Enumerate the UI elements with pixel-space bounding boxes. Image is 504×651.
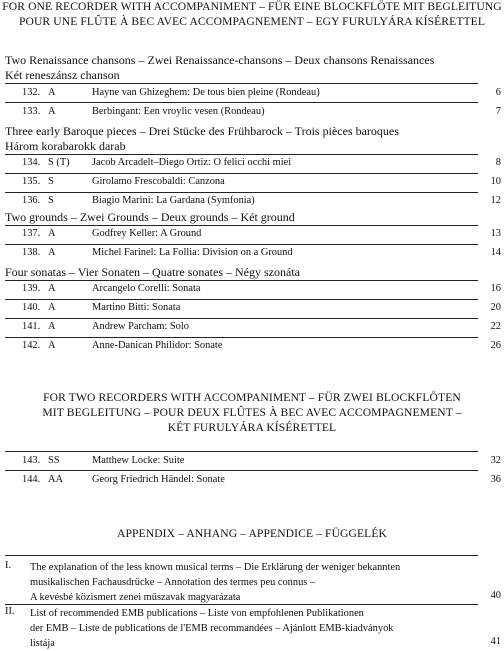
entry-number: 136. — [22, 195, 41, 206]
entry-number: 141. — [22, 321, 41, 332]
appendix-item-numeral: II. — [5, 606, 15, 617]
appendix-item-numeral: I. — [5, 560, 12, 571]
entry-page: 14 — [490, 247, 501, 258]
entry-title: Jacob Arcadelt–Diego Ortiz: O felici occhi miei — [92, 157, 292, 168]
appendix-item-text-line: musikalischen Fachausdrücke – Annotation des termes peu connus – — [30, 577, 316, 588]
entry-voice: A — [48, 106, 56, 117]
entry-voice: A — [48, 283, 56, 294]
group-title-continued: Két reneszánsz chanson — [5, 68, 120, 82]
appendix-item-text-line: The explanation of the less known musical terms – Die Erklärung der weniger bekannten — [30, 562, 401, 573]
entry-title: Georg Friedrich Händel: Sonate — [92, 474, 225, 485]
entry-number: 140. — [22, 302, 41, 313]
divider — [5, 451, 478, 452]
entry-page: 10 — [490, 176, 501, 187]
entry-number: 137. — [22, 228, 41, 239]
entry-page: 6 — [495, 87, 501, 98]
entry-voice: S — [48, 176, 54, 187]
group-title: Two grounds – Zwei Grounds – Deux grounds – Két ground — [5, 210, 295, 224]
group-title: Two Renaissance chansons – Zwei Renaissance-chansons – Deux chansons Renaissances — [5, 53, 435, 67]
appendix-item-text-line: listája — [30, 638, 55, 649]
divider — [5, 173, 478, 174]
entry-page: 16 — [490, 283, 501, 294]
entry-title: Godfrey Keller: A Ground — [92, 228, 202, 239]
divider — [5, 154, 478, 155]
entry-number: 142. — [22, 340, 41, 351]
group-title: Three early Baroque pieces – Drei Stücke des Frühbarock – Trois pièces baroques — [5, 124, 399, 138]
entry-voice: AA — [48, 474, 64, 485]
appendix-title: APPENDIX – ANHANG – APPENDICE – FÜGGELÉK — [116, 527, 388, 540]
divider — [5, 102, 478, 103]
entry-title: Hayne van Ghizeghem: De tous bien pleine (Rondeau) — [92, 87, 320, 98]
entry-page: 26 — [490, 340, 501, 351]
section-heading-two-recorders-line-3: KÉT FURULYÁRA KÍSÉRETTEL — [167, 421, 337, 434]
entry-title: Berbingant: Een vroylic vesen (Rondeau) — [92, 106, 265, 117]
section-heading-two-recorders-line-1: FOR TWO RECORDERS WITH ACCOMPANIMENT – FÜR ZWEI BLOCKFLÖTEN — [43, 391, 461, 404]
entry-number: 143. — [22, 455, 41, 466]
entry-title: Anne-Danican Philidor: Sonate — [92, 340, 223, 351]
divider — [5, 318, 478, 319]
entry-number: 139. — [22, 283, 41, 294]
entry-page: 12 — [490, 195, 501, 206]
entry-number: 138. — [22, 247, 41, 258]
section-heading-one-recorder-line-2: POUR UNE FLÛTE À BEC AVEC ACCOMPAGNEMENT – EGY FURULYÁRA KÍSÉRETTEL — [18, 15, 486, 28]
entry-number: 135. — [22, 176, 41, 187]
entry-page: 20 — [490, 302, 501, 313]
entry-page: 8 — [495, 157, 501, 168]
divider — [5, 555, 478, 556]
divider — [5, 337, 478, 338]
appendix-item-text-line: der EMB – Liste de publications de l'EMB recommandées – Ajánlott EMB-kiadványok — [30, 623, 394, 634]
entry-title: Andrew Parcham: Solo — [92, 321, 189, 332]
entry-number: 144. — [22, 474, 41, 485]
section-heading-one-recorder-line-1: FOR ONE RECORDER WITH ACCOMPANIMENT – FÜR EINE BLOCKFLÖTE MIT BEGLEITUNG — [2, 0, 502, 13]
entry-page: 7 — [495, 106, 501, 117]
entry-voice: A — [48, 340, 56, 351]
entry-voice: SS — [48, 455, 60, 466]
entry-voice: A — [48, 302, 56, 313]
entry-voice: A — [48, 247, 56, 258]
divider — [5, 225, 478, 226]
entry-voice: S (T) — [48, 157, 70, 168]
divider — [5, 192, 478, 193]
entry-voice: A — [48, 228, 56, 239]
entry-voice: A — [48, 321, 56, 332]
entry-page: 36 — [490, 474, 501, 485]
divider — [5, 470, 478, 471]
entry-title: Arcangelo Corelli: Sonata — [92, 283, 201, 294]
entry-number: 134. — [22, 157, 41, 168]
group-title: Four sonatas – Vier Sonaten – Quatre sonates – Négy szonáta — [5, 265, 300, 279]
entry-voice: S — [48, 195, 54, 206]
entry-number: 133. — [22, 106, 41, 117]
entry-page: 32 — [490, 455, 501, 466]
entry-voice: A — [48, 87, 56, 98]
entry-page: 13 — [490, 228, 501, 239]
appendix-item-text-line: List of recommended EMB publications – Liste von empfohlenen Publikationen — [30, 608, 364, 619]
entry-title: Matthew Locke: Suite — [92, 455, 185, 466]
divider — [5, 244, 478, 245]
section-heading-two-recorders-line-2: MIT BEGLEITUNG – POUR DEUX FLÛTES À BEC AVEC ACCOMPAGNEMENT – — [42, 406, 462, 419]
appendix-item-page: 40 — [490, 590, 501, 601]
entry-page: 22 — [490, 321, 501, 332]
entry-title: Girolamo Frescobaldi: Canzona — [92, 176, 225, 187]
divider — [5, 604, 478, 605]
entry-title: Martino Bitti: Sonata — [92, 302, 181, 313]
divider — [5, 299, 478, 300]
entry-title: Michel Farinel: La Follia: Division on a Ground — [92, 247, 293, 258]
appendix-item-page: 41 — [490, 636, 501, 647]
entry-title: Biagio Marini: La Gardana (Symfonia) — [92, 195, 255, 206]
divider — [5, 83, 478, 84]
entry-number: 132. — [22, 87, 41, 98]
divider — [5, 280, 478, 281]
group-title-continued: Három korabarokk darab — [5, 139, 126, 153]
appendix-item-text-line: A kevésbé közismert zenei műszavak magyarázata — [30, 592, 241, 603]
